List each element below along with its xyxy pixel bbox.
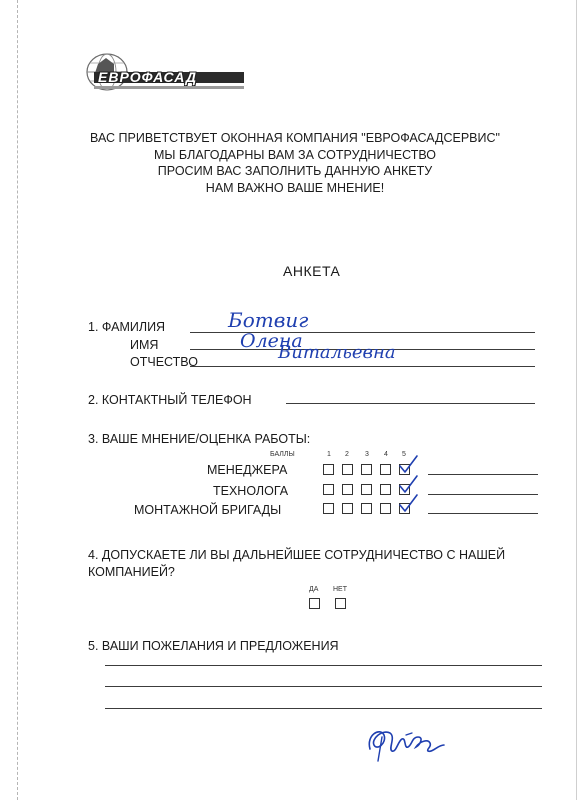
signature (362, 715, 454, 765)
rating-checkbox[interactable] (380, 484, 391, 495)
rating-checkbox[interactable] (342, 484, 353, 495)
rating-checkmark (397, 454, 419, 476)
rating-checkbox[interactable] (342, 464, 353, 475)
rating-checkbox[interactable] (380, 464, 391, 475)
name-field[interactable]: Олена (240, 330, 303, 352)
greeting-line: ПРОСИМ ВАС ЗАПОЛНИТЬ ДАННУЮ АНКЕТУ (157, 164, 433, 178)
patronymic-line (190, 366, 535, 367)
yes-checkbox[interactable] (309, 598, 320, 609)
suggestions-label: 5. ВАШИ ПОЖЕЛАНИЯ И ПРЕДЛОЖЕНИЯ (88, 639, 339, 653)
rating-comment-line (428, 513, 538, 514)
scan-edge-left (17, 0, 18, 800)
rating-checkbox[interactable] (323, 503, 334, 514)
form-title: АНКЕТА (283, 263, 341, 279)
surname-field[interactable]: Ботвиг (228, 308, 309, 332)
suggestions-line (105, 665, 542, 666)
greeting-line: НАМ ВАЖНО ВАШЕ МНЕНИЕ! (205, 180, 385, 195)
greeting-line: ВАС ПРИВЕТСТВУЕТ ОКОННАЯ КОМПАНИЯ "ЕВРОФАСАДСЕРВИС" (90, 131, 500, 145)
cooperation-question-line1: 4. ДОПУСКАЕТЕ ЛИ ВЫ ДАЛЬНЕЙШЕЕ СОТРУДНИЧЕСТВО С НАШЕЙ (88, 548, 506, 562)
scale-number: 4 (384, 451, 388, 458)
cooperation-question-line2: КОМПАНИЕЙ? (88, 565, 175, 579)
surname-label: 1. ФАМИЛИЯ (88, 320, 166, 334)
scale-number: 5 (402, 451, 406, 458)
rating-checkbox[interactable] (323, 464, 334, 475)
rating-label: 3. ВАШЕ МНЕНИЕ/ОЦЕНКА РАБОТЫ: (88, 432, 311, 446)
rating-checkbox[interactable] (361, 484, 372, 495)
rating-checkbox[interactable] (342, 503, 353, 514)
rating-checkbox[interactable] (323, 484, 334, 495)
phone-label: 2. КОНТАКТНЫЙ ТЕЛЕФОН (88, 393, 252, 407)
scan-edge-right (576, 0, 577, 800)
name-label: ИМЯ (130, 338, 159, 352)
rating-comment-line (428, 474, 538, 475)
rating-comment-line (428, 494, 538, 495)
suggestions-line (105, 686, 542, 687)
rating-checkmark (397, 493, 419, 515)
rating-checkbox[interactable] (380, 503, 391, 514)
yes-label: ДА (309, 586, 319, 593)
patronymic-label: ОТЧЕСТВО (130, 355, 198, 369)
phone-line (286, 403, 535, 404)
no-checkbox[interactable] (335, 598, 346, 609)
scale-number: 2 (345, 451, 349, 458)
scale-number: 1 (327, 451, 331, 458)
patronymic-field[interactable]: Витальевна (278, 342, 396, 363)
scale-number: 3 (365, 451, 369, 458)
rating-row-label-technologist: ТЕХНОЛОГА (213, 484, 289, 498)
no-label: НЕТ (333, 586, 347, 593)
suggestions-line (105, 708, 542, 709)
greeting-block (60, 130, 530, 196)
rating-row-label-installation-team: МОНТАЖНОЙ БРИГАДЫ (134, 503, 282, 517)
rating-checkbox[interactable] (361, 503, 372, 514)
greeting-line: МЫ БЛАГОДАРНЫ ВАМ ЗА СОТРУДНИЧЕСТВО (153, 147, 436, 162)
scale-label: БАЛЛЫ (270, 451, 295, 458)
logo-text: ЕВРОФАСАД (98, 69, 197, 85)
rating-row-label-manager: МЕНЕДЖЕРА (207, 463, 288, 477)
rating-checkbox[interactable] (361, 464, 372, 475)
